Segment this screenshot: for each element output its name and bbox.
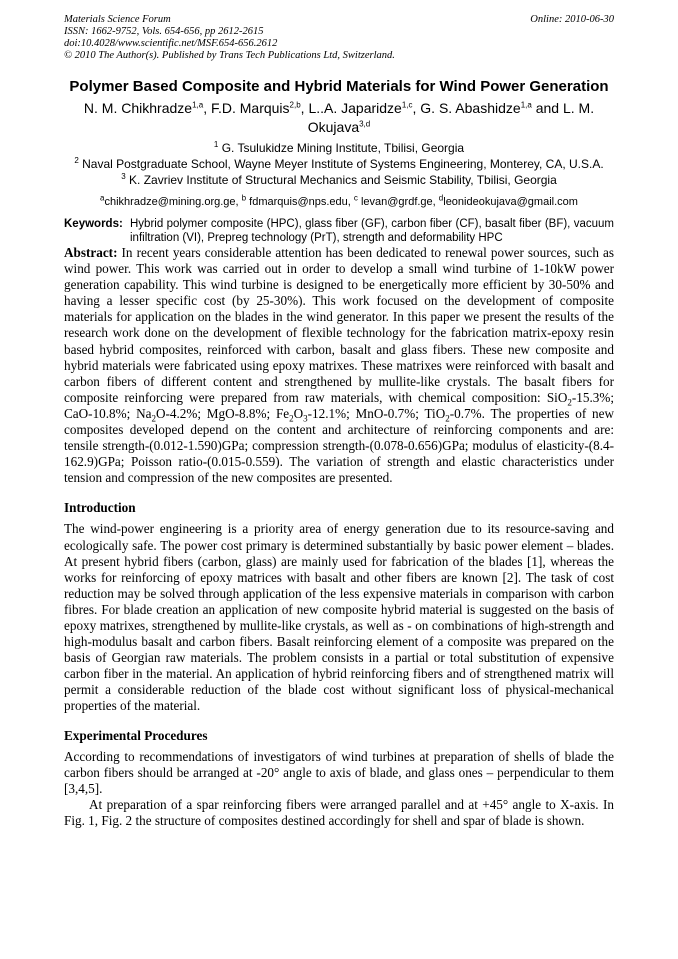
email[interactable]: $^a$chikhradze@mining.org.ge bbox=[100, 193, 236, 208]
affiliation: $^2$ Naval Postgraduate School, Wayne Meyer Institute of Systems Engineering, Monterey, CA, U.S.A. bbox=[74, 156, 604, 171]
abstract-label: Abstract: bbox=[64, 245, 118, 260]
keywords-text: Hybrid polymer composite (HPC), glass fiber (GF), carbon fiber (CF), basalt fiber (BF), vacuum infiltration (VI), Prepreg technology (PrT), strength and deformability HPC bbox=[130, 218, 614, 244]
issn-line: ISSN: 1662-9752, Vols. 654-656, pp 2612-2615 bbox=[64, 26, 264, 37]
copyright-line: © 2010 The Author(s). Published by Trans Tech Publications Ltd, Switzerland. bbox=[64, 50, 395, 61]
keywords bbox=[64, 218, 614, 245]
affiliation: $^1$ G. Tsulukidze Mining Institute, Tbilisi, Georgia bbox=[213, 140, 465, 155]
author: F.D. Marquis$^{2,b}$ bbox=[210, 100, 301, 116]
email[interactable]: $^c$ levan@grdf.ge bbox=[353, 193, 433, 208]
journal-header bbox=[64, 14, 614, 62]
introduction-paragraph: The wind-power engineering is a priority area of energy generation due to its resource-saving and ecologically safe. The power cost primary is determined substantially by basic power element – blades. At present hybrid fibers (carbon, glass) are mainly used for fabrication of the blades [1], whereas the works for reinforcing of epoxy matrices with basalt and other fibers are known [2]. The task of cost reduction may be solved through application of the less expensive materials in comparison with carbon fibres. For blade creation an application of new composite hybrid material is suggested on the basis of epoxy matrixes, strengthened by mullite-like crystals, as well as - on combinations of high-strength and high-modulus basalt and carbon fibers. Basalt reinforcing element of a composite was prepared on the basis of Georgian raw materials. The problem consists in a partial or total substitution of expensive carbon fiber in the material. An application of hybrid reinforcing fibers and of strengthened matrix will permit a considerable reduction of the blade cost without significant loss of physical-mechanical properties of the material. bbox=[64, 521, 614, 714]
paper-title: Polymer Based Composite and Hybrid Materials for Wind Power Generation bbox=[69, 78, 609, 95]
affiliation: $^3$ K. Zavriev Institute of Structural Mechanics and Seismic Stability, Tbilisi, Georgia bbox=[121, 172, 557, 187]
section-heading-experimental: Experimental Procedures bbox=[64, 727, 208, 743]
author: L. M. Okujava$^{3,d}$ bbox=[307, 100, 595, 135]
abstract: Abstract: In recent years considerable attention has been dedicated to renewal power sources, such as wind power. This work was carried out in order to develop a small wind turbine of 1-10kW power generation capability. This wind turbine is designed to be energetically more efficient by 30-50% and having a lesser specific cost (by 25-30%). This work focused on the development of composite materials for application on the blades in the wind generator. In this paper we present the results of the research work done on the development of flexible technology for the fabrication matrix-epoxy resin based hybrid composites, reinforced with carbon, basalt and glass fibers. These new composite and hybrid materials were fabricated using epoxy matrixes. These matrixes were reinforced with basalt and carbon fibers of different content and strengthened by mullite-like crystals. The basalt fibers for composite reinforcing were prepared from raw materials, with chemical composition: SiO$_2$-15.3%; CaO-10.8%; $Na_2O-4.2\%$; MgO-8.8%; $Fe_2O_3-12.1\%$; MnO-0.7%; TiO$_2$-0.7%. The properties of new composites developed depend on the content and architecture of reinforcing components and are: tensile strength-(0.012-1.590)GPa; compression strength-(0.078-0.656)GPa; modulus of elasticity-(8.4-162.9)GPa; Poisson ratio-(0.015-0.559). The variation of strength and elastic characteristics under tension and compression of the new composites are presented. bbox=[64, 245, 615, 486]
author: L..A. Japaridze$^{1,c}$ bbox=[308, 100, 413, 116]
affiliations bbox=[64, 140, 614, 188]
experimental-paragraph: At preparation of a spar reinforcing fibers were arranged parallel and at +45° angle to X-axis. In Fig. 1, Fig. 2 the structure of composites destined accordingly for shell and spar of blade is shown. bbox=[64, 796, 614, 828]
keywords-label: Keywords: bbox=[64, 218, 123, 230]
author-emails: $^a$chikhradze@mining.org.ge, $^b$ fdmarquis@nps.edu, $^c$ levan@grdf.ge, $^d$leonideokujava@gmail.com bbox=[100, 193, 578, 208]
email[interactable]: $^d$leonideokujava@gmail.com bbox=[438, 193, 578, 208]
paper-page bbox=[64, 14, 614, 829]
doi-line[interactable]: doi:10.4028/www.scientific.net/MSF.654-656.2612 bbox=[64, 38, 278, 49]
author: N. M. Chikhradze$^{1,a}$ bbox=[83, 100, 204, 116]
author-list: N. M. Chikhradze$^{1,a}$, F.D. Marquis$^{2,b}$, L..A. Japaridze$^{1,c}$, G. S. Abashidze$^{1,a}$ and L. M. Okujava$^{3,d}$ bbox=[83, 100, 595, 135]
section-heading-introduction: Introduction bbox=[64, 500, 136, 516]
author: G. S. Abashidze$^{1,a}$ bbox=[420, 100, 532, 116]
email[interactable]: $^b$ fdmarquis@nps.edu bbox=[241, 193, 348, 208]
journal-name: Materials Science Forum bbox=[64, 14, 171, 25]
experimental-paragraph: According to recommendations of investigators of wind turbines at preparation of shells of blade the carbon fibers should be arranged at -20° angle to axis of blade, and glass ones – perpendicular to them [3,4,5]. bbox=[64, 748, 614, 796]
online-date: Online: 2010-06-30 bbox=[530, 14, 614, 25]
